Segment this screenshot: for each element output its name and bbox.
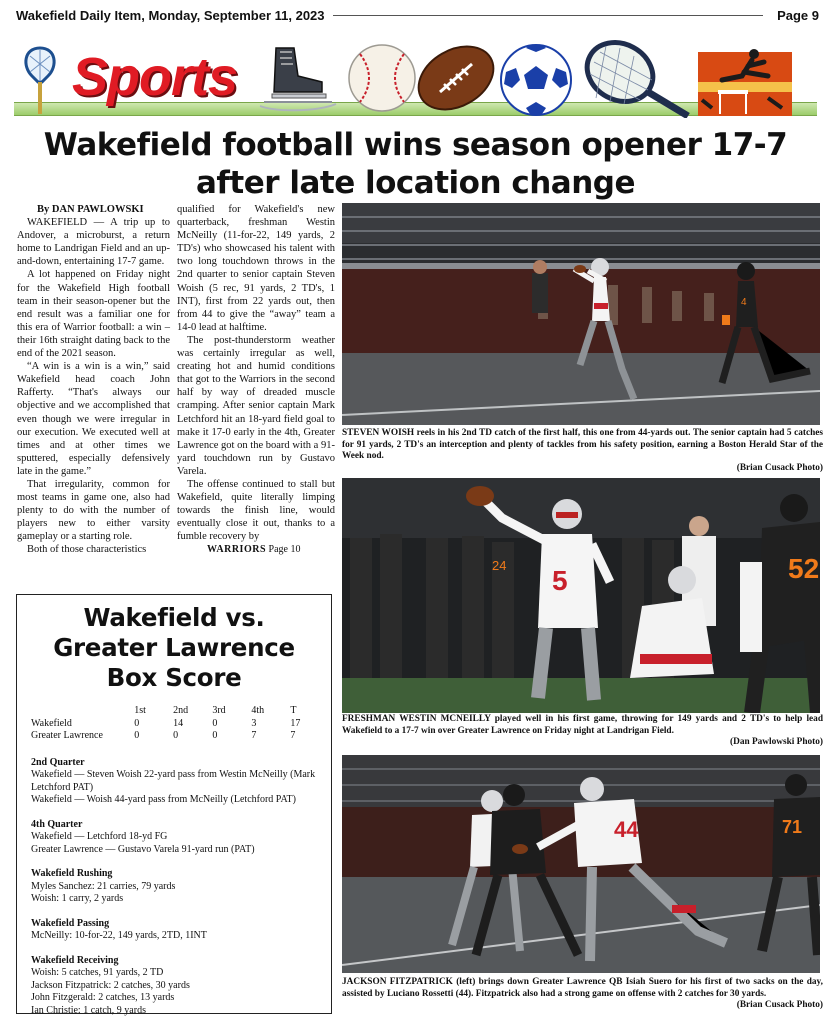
section-heading: Wakefield Rushing (31, 868, 113, 879)
section-line: John Fitzgerald: 2 catches, 13 yards (31, 992, 175, 1003)
quarter-score: 0 (212, 717, 218, 729)
caption-text: STEVEN WOISH reels in his 2nd TD catch of the first half, this one from 44-yards out. The senior captain had 5 catches for 91 yards, 2 TD's an interception and plenty of tackles from his safety position, earning a Boston Herald Star of the Week nod. (342, 428, 823, 462)
photo-caption-2 (342, 714, 823, 749)
byline: By DAN PAWLOWSKI (37, 204, 144, 215)
article-headline (20, 126, 811, 202)
photo-credit: (Dan Pawlowski Photo) (730, 737, 823, 748)
section-heading: Wakefield Passing (31, 917, 110, 929)
team-column-header (31, 705, 134, 718)
hurdler-icon (698, 42, 792, 116)
article-paragraph: qualified for Wakefield's new quarterback, freshman Westin McNeilly (11-for-22, 149 yards, 2 TD's) who showcased his talent with two long touchdown throws in the 2nd quarter to senior captain Steven Woish (5 rec, 91 yards, 2 TD's, 1 INT), first from 22 yards out, then from 44 to give the “away” team a 14-0 lead at halftime. (177, 204, 335, 333)
continued-jump[interactable] (177, 543, 335, 556)
box-score (16, 594, 332, 1014)
article-column-1 (17, 203, 170, 557)
quarter-score: 0 (134, 717, 140, 729)
quarter-score: 0 (134, 730, 140, 741)
section-line: Jackson Fitzpatrick: 2 catches, 30 yards (31, 979, 190, 991)
tackler-jersey-number: 44 (614, 817, 639, 842)
quarter-header: 2nd (173, 705, 189, 716)
article-paragraph: The offense continued to stall but Wakefield, quite literally limping towards the finish line, would eventually close it out, thanks to a fumble recovery by (177, 478, 335, 543)
article-paragraph: That irregularity, common for most teams in game one, also had plenty to do with the number of players new to either varsity gameplay or a starting role. (17, 478, 170, 543)
article-paragraph: WAKEFIELD — A trip up to Andover, a microburst, a return home to Landrigan Field and an up-and-down, entertaining 17-7 game. (17, 217, 170, 268)
jump-keyword: WARRIORS (207, 544, 267, 556)
rushing-stats (31, 868, 319, 906)
quarter-header: 4th (251, 705, 265, 716)
quarter-header: 3rd (212, 705, 226, 716)
caption-text: FRESHMAN WESTIN MCNEILLY played well in his first game, throwing for 149 yards and 2 TD's to help lead Wakefield to a 17-7 win over Greater Lawrence on Friday night at Landrigan Field. (342, 714, 823, 736)
team-name: Greater Lawrence (31, 730, 103, 741)
publication-dateline: Wakefield Daily Item, Monday, September 11, 2023 (16, 7, 325, 23)
section-line: Greater Lawrence — Gustavo Varela 91-yard run (PAT) (31, 843, 255, 855)
caption-text: JACKSON FITZPATRICK (left) brings down Greater Lawrence QB Isiah Suero for his first of two sacks on the day, assisted by Luciano Rossetti (44). Fitzpatrick also had a strong game on offense with 2 catches for 30 yards. (342, 977, 823, 999)
qb-jersey-number: 5 (552, 565, 568, 596)
section-line: Myles Sanchez: 21 carries, 79 yards (31, 880, 176, 892)
quarter-score: 0 (212, 730, 218, 741)
team-name: Wakefield (31, 717, 72, 729)
total-score: 17 (290, 717, 301, 729)
quarter-score: 14 (173, 717, 184, 729)
section-title: Sports (72, 47, 238, 107)
article-paragraph: The post-thunderstorm weather was certainly irregular as well, creating hot and humid conditions that got to the Warriors in the second half by way of dreaded muscle cramping. After senior captain Mark Letchford hit an 18-yard field goal to make it 17-0 early in the 4th, Greater Lawrence got on the board with a 91-yard touchdown run by Gustavo Varela. (177, 334, 335, 477)
article-paragraph: A lot happened on Friday night for the Wakefield High football team in their season-opener but the end result was a familiar one for this era of Warrior football: a win – their 16th straight dating back to the end of the 2021 season. (17, 269, 170, 360)
quarter-score: 0 (173, 730, 179, 741)
tennis-racket-icon (576, 40, 694, 118)
header-rule (333, 15, 764, 16)
line-score-table (31, 705, 319, 743)
quarter-score: 7 (251, 730, 257, 741)
section-line: McNeilly: 10-for-22, 149 yards, 2TD, 1INT (31, 930, 207, 941)
article-paragraph: “A win is a win is a win,” said Wakefield head coach John Rafferty. “That's always our objective and we accomplished that even though we were irregular in our execution. We executed well at times and at other times we sputtered, especially defensively late in the game.” (17, 361, 170, 477)
sports-banner (14, 40, 817, 122)
section-line: Ian Christie: 1 catch, 9 yards (31, 1004, 146, 1016)
section-line: Woish: 1 carry, 2 yards (31, 893, 124, 904)
lacrosse-stick-icon (18, 44, 62, 116)
opponent-jersey-number: 71 (782, 817, 803, 837)
line-score-header (31, 705, 319, 718)
running-header (16, 6, 819, 24)
article-column-2 (177, 203, 335, 557)
svg-text:4: 4 (741, 297, 747, 308)
section-line: Wakefield — Steven Woish 22-yard pass from Westin McNeilly (Mark Letchford PAT) (31, 769, 316, 793)
page-number: Page 9 (771, 8, 819, 23)
photo-fitzpatrick-sack (342, 755, 820, 973)
opponent-jersey-number: 52 (788, 553, 820, 584)
total-header: T (290, 705, 297, 716)
passing-stats (31, 918, 319, 943)
section-line: Wakefield — Woish 44-yard pass from McNeilly (Letchford PAT) (31, 794, 296, 805)
ice-skates-icon (256, 42, 340, 112)
section-heading: 2nd Quarter (31, 756, 85, 768)
quarter-score: 3 (251, 717, 257, 729)
photo-caption-1 (342, 428, 823, 474)
headline-line-1: Wakefield football wins season opener 17-7 (43, 127, 788, 163)
line-score-row (31, 730, 319, 743)
jump-page: Page 10 (268, 544, 301, 556)
headline-line-2: after late location change (196, 165, 635, 201)
section-line: Woish: 5 catches, 91 yards, 2 TD (31, 967, 164, 978)
scoring-2nd-quarter (31, 757, 319, 807)
total-score: 7 (290, 730, 296, 741)
soccer-ball-icon (498, 42, 574, 118)
photo-credit: (Brian Cusack Photo) (736, 1000, 823, 1011)
scoring-4th-quarter (31, 819, 319, 857)
quarter-header: 1st (134, 705, 146, 716)
photo-credit: (Brian Cusack Photo) (736, 462, 823, 473)
photo-woish-catch (342, 203, 820, 425)
receiving-stats (31, 955, 319, 1018)
section-heading: 4th Quarter (31, 818, 83, 830)
line-score-row (31, 718, 319, 731)
section-heading: Wakefield Receiving (31, 954, 119, 966)
football-icon (414, 40, 498, 116)
baseball-icon (346, 42, 418, 114)
photo-caption-3 (342, 977, 823, 1012)
box-score-title: Wakefield vs. Greater Lawrence Box Score (53, 603, 295, 692)
bench-jersey-number: 24 (492, 558, 507, 573)
section-line: Wakefield — Letchford 18-yd FG (31, 831, 168, 842)
article-paragraph: Both of those characteristics (27, 544, 147, 556)
photo-mcneilly-throwing (342, 478, 820, 713)
